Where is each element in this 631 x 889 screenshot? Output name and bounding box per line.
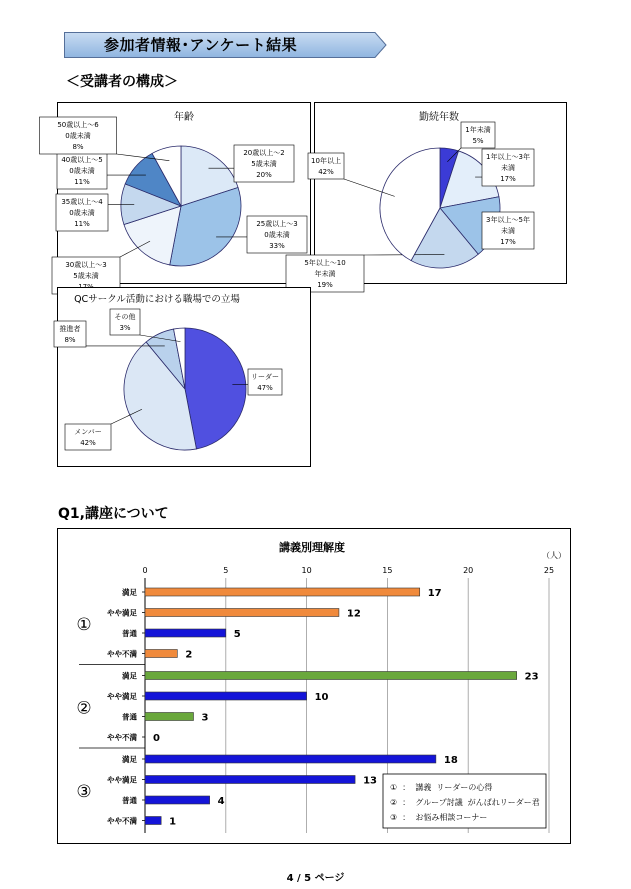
category-label: 満足 (122, 671, 137, 681)
data-label: 4 (217, 796, 225, 807)
group-marker: ② (76, 698, 92, 719)
group-marker: ③ (76, 781, 92, 802)
unit-label: （人） (542, 551, 566, 560)
data-label: 1年未満 5% (465, 126, 491, 145)
data-label: 17 (427, 588, 442, 599)
data-label: 2 (185, 649, 193, 661)
legend-entry: ② ： グループ討議 がんばれリーダー君 (390, 798, 540, 807)
data-label: 23 (524, 671, 539, 683)
tick-label: 10 (301, 566, 312, 575)
page-title: 参加者情報･アンケート結果 (104, 36, 298, 54)
data-label: 30歳以上～3 5歳未満 (65, 261, 107, 280)
data-label: 推進者 8% (59, 325, 81, 344)
bar (145, 692, 307, 700)
chart-title: 年齢 (174, 112, 194, 123)
category-label: やや不満 (107, 816, 137, 826)
tick-label: 5 (223, 566, 229, 575)
group-marker: ① (76, 614, 92, 635)
data-label: 0 (153, 733, 160, 744)
data-label: 50歳以上～6 0歳未満 8% (57, 121, 99, 151)
bar (145, 817, 161, 825)
data-label: 18 (443, 755, 458, 766)
tick-label: 25 (543, 566, 555, 575)
data-label: 5 (233, 629, 241, 640)
data-label: 10年以上 42% (311, 157, 341, 176)
category-label: やや不満 (107, 649, 137, 659)
chart-title: QCサークル活動における職場での立場 (74, 294, 240, 305)
data-label: 40歳以上～5 0歳未満 11% (61, 156, 103, 186)
data-label: 12 (346, 608, 361, 620)
data-label: 35歳以上～4 0歳未満 11% (61, 198, 103, 228)
bar (145, 650, 177, 658)
bar (145, 713, 193, 721)
tick-label: 20 (463, 566, 474, 575)
category-label: 満足 (122, 588, 137, 597)
data-label: 10 (314, 692, 329, 703)
bar (145, 672, 517, 680)
bar (145, 796, 210, 804)
comprehension-bar-chart (57, 528, 571, 844)
category-label: やや満足 (107, 608, 137, 618)
data-label: 13 (363, 775, 378, 787)
data-label: 3 (201, 712, 209, 724)
data-label: その他 3% (114, 313, 136, 332)
data-label: 1年以上～3年未満 17% (486, 153, 530, 183)
bar (145, 776, 355, 784)
data-label: 25歳以上～3 0歳未満 33% (256, 220, 298, 250)
data-label: メンバー 42% (74, 428, 102, 447)
bar (145, 755, 436, 763)
section-subtitle: ＜受講者の構成＞ (66, 74, 178, 90)
chart-title: 講義別理解度 (279, 541, 345, 554)
category-label: 満足 (122, 755, 137, 764)
chart-title: 勤続年数 (419, 112, 459, 123)
category-label: やや満足 (107, 692, 137, 701)
bar (145, 629, 226, 637)
legend-entry: ③ ： お悩み相談コーナー (390, 813, 488, 822)
category-label: やや不満 (107, 733, 137, 742)
q1-heading: Q1,講座について (58, 506, 169, 522)
bar (145, 588, 420, 596)
tenure-pie-chart (304, 102, 567, 289)
tick-label: 0 (142, 566, 148, 575)
data-label: リーダー 47% (251, 373, 279, 392)
data-label: 3年以上～5年未満 17% (486, 216, 530, 246)
data-label: 1 (169, 816, 177, 828)
tick-label: 15 (382, 566, 393, 575)
role-pie-chart (57, 287, 311, 467)
page-number: 4 / 5 ページ (286, 873, 345, 884)
age-pie-chart (57, 102, 311, 284)
category-label: 普通 (122, 796, 137, 805)
category-label: やや満足 (107, 775, 137, 785)
data-label: 5年以上～10 年未満 19% (304, 259, 346, 289)
data-label: 20歳以上～2 5歳未満 20% (243, 149, 285, 179)
legend-entry: ① ： 講義 リーダーの心得 (390, 783, 493, 792)
bar (145, 609, 339, 617)
category-label: 普通 (122, 712, 137, 722)
legend (383, 774, 546, 828)
category-label: 普通 (122, 629, 137, 638)
